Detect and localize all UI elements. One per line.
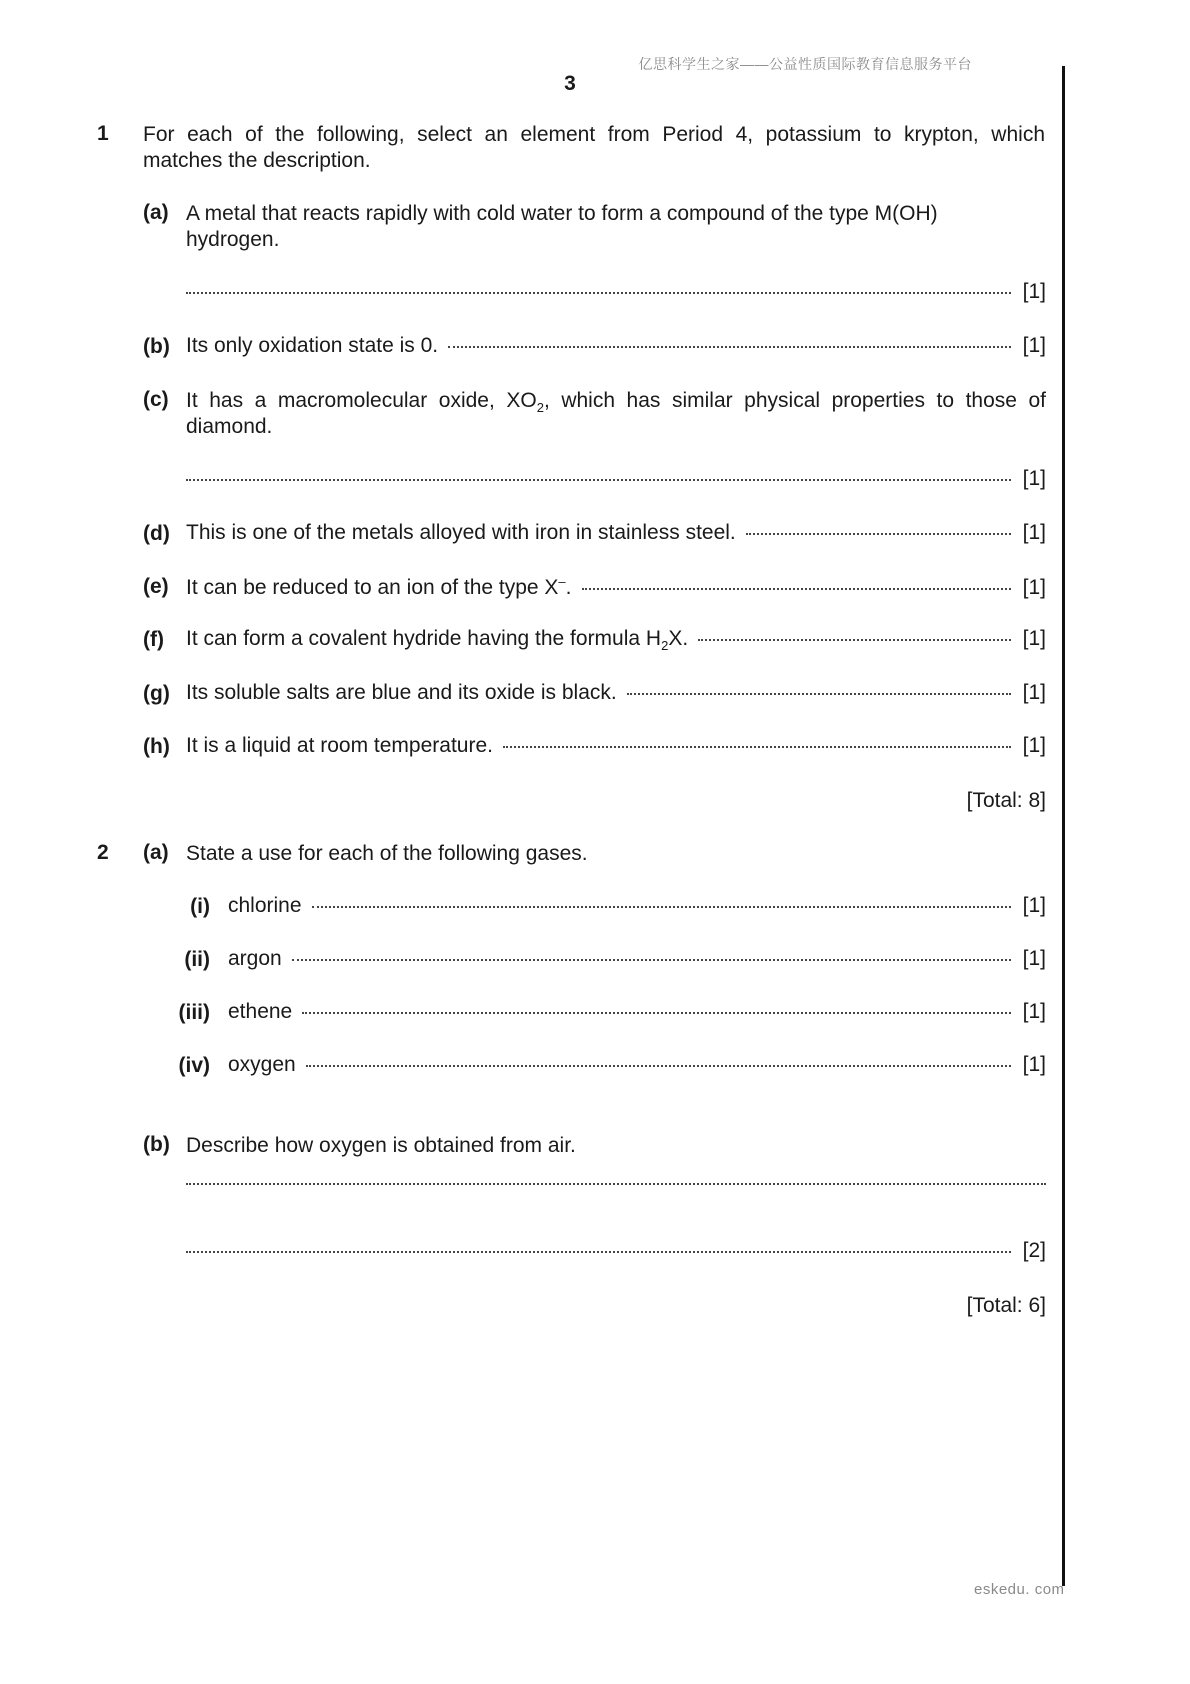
q2a-iv-answer-line[interactable]: [228, 1053, 1046, 1077]
answer-dots[interactable]: [448, 345, 1011, 348]
answer-dots[interactable]: [186, 1250, 1011, 1253]
q2a-iii-text: ethene: [228, 1000, 293, 1023]
q1a-label: (a): [143, 201, 169, 224]
question-1-intro-line1: For each of the following, select an element from Period 4, potassium to krypton, which: [143, 123, 1045, 146]
q2b-answer-line-1[interactable]: [186, 1186, 1046, 1189]
q2a-iii-mark: [1]: [1022, 1000, 1046, 1023]
answer-dots[interactable]: [302, 1011, 1010, 1014]
q2a-text: State a use for each of the following gases.: [186, 842, 588, 865]
q1c-answer-line[interactable]: [186, 467, 1046, 491]
q1a-mark: [1]: [1022, 280, 1046, 303]
q2a-ii-answer-line[interactable]: [228, 947, 1046, 971]
margin-rule: [1062, 66, 1065, 1586]
q1-total: [Total: 8]: [966, 789, 1046, 812]
q2a-i-answer-line[interactable]: [228, 894, 1046, 918]
answer-dots[interactable]: [312, 905, 1011, 908]
q1f-mark: [1]: [1022, 627, 1046, 650]
q1f-answer-line[interactable]: [186, 627, 1046, 653]
q2a-label: (a): [143, 841, 169, 864]
q2a-ii-label: (ii): [184, 948, 210, 971]
page-number: 3: [564, 72, 576, 95]
q1b-text: Its only oxidation state is 0.: [186, 334, 439, 357]
site-header-text: 亿思科学生之家——公益性质国际教育信息服务平台: [638, 56, 972, 72]
q2a-iv-label: (iv): [178, 1054, 210, 1077]
q1b-label: (b): [143, 335, 170, 358]
q1g-label: (g): [143, 682, 170, 705]
q1d-answer-line[interactable]: [186, 521, 1046, 545]
q1a-text-line2: hydrogen.: [186, 228, 280, 251]
question-1-intro-line2: matches the description.: [143, 149, 371, 172]
q2a-iii-label: (iii): [178, 1001, 210, 1024]
q1a-text-line1: A metal that reacts rapidly with cold water to form a compound of the type M(OH): [186, 202, 938, 225]
q1e-mark: [1]: [1022, 576, 1046, 599]
q1d-mark: [1]: [1022, 521, 1046, 544]
q1e-answer-line[interactable]: [186, 574, 1046, 600]
q2b-text: Describe how oxygen is obtained from air.: [186, 1134, 576, 1157]
answer-dots[interactable]: [627, 692, 1011, 695]
q2a-i-label: (i): [190, 895, 210, 918]
q2a-iv-mark: [1]: [1022, 1053, 1046, 1076]
footer-watermark: eskedu. com: [974, 1581, 1065, 1598]
q1f-text: It can form a covalent hydride having the formula $H_2X$.: [186, 627, 689, 654]
q2a-iii-answer-line[interactable]: [228, 1000, 1046, 1024]
answer-dots[interactable]: [186, 1182, 1046, 1185]
answer-dots[interactable]: [746, 532, 1011, 535]
q1c-mark: [1]: [1022, 467, 1046, 490]
q1c-text-line1: It has a macromolecular oxide, $XO_2$, which has similar physical properties to those of: [186, 389, 1047, 416]
q1f-label: (f): [143, 628, 164, 651]
question-1-number: 1: [97, 122, 109, 145]
q1g-answer-line[interactable]: [186, 681, 1046, 705]
q1c-label: (c): [143, 388, 169, 411]
answer-dots[interactable]: [503, 745, 1011, 748]
answer-dots[interactable]: [186, 291, 1011, 294]
q1e-text: It can be reduced to an ion of the type X–.: [186, 574, 572, 599]
q2-total: [Total: 6]: [966, 1294, 1046, 1317]
q1d-label: (d): [143, 522, 170, 545]
q1h-label: (h): [143, 735, 170, 758]
answer-dots[interactable]: [186, 478, 1011, 481]
answer-dots[interactable]: [698, 638, 1010, 641]
q1e-label: (e): [143, 575, 169, 598]
question-2-number: 2: [97, 841, 109, 864]
q1h-text: It is a liquid at room temperature.: [186, 734, 493, 757]
q1g-text: Its soluble salts are blue and its oxide is black.: [186, 681, 617, 704]
q2a-ii-text: argon: [228, 947, 282, 970]
q1h-answer-line[interactable]: [186, 734, 1046, 758]
q2a-iv-text: oxygen: [228, 1053, 296, 1076]
q2b-label: (b): [143, 1133, 170, 1156]
answer-dots[interactable]: [582, 587, 1011, 590]
q1b-mark: [1]: [1022, 334, 1046, 357]
q2a-i-text: chlorine: [228, 894, 302, 917]
q2b-mark: [2]: [1022, 1239, 1046, 1262]
q1h-mark: [1]: [1022, 734, 1046, 757]
q2a-ii-mark: [1]: [1022, 947, 1046, 970]
q2a-i-mark: [1]: [1022, 894, 1046, 917]
q1a-answer-line[interactable]: [186, 280, 1046, 304]
q1b-answer-line[interactable]: [186, 334, 1046, 358]
q1d-text: This is one of the metals alloyed with iron in stainless steel.: [186, 521, 736, 544]
q1c-text-line2: diamond.: [186, 415, 273, 438]
answer-dots[interactable]: [292, 958, 1011, 961]
answer-dots[interactable]: [306, 1064, 1011, 1067]
q2b-answer-line-2[interactable]: [186, 1239, 1046, 1263]
q1g-mark: [1]: [1022, 681, 1046, 704]
